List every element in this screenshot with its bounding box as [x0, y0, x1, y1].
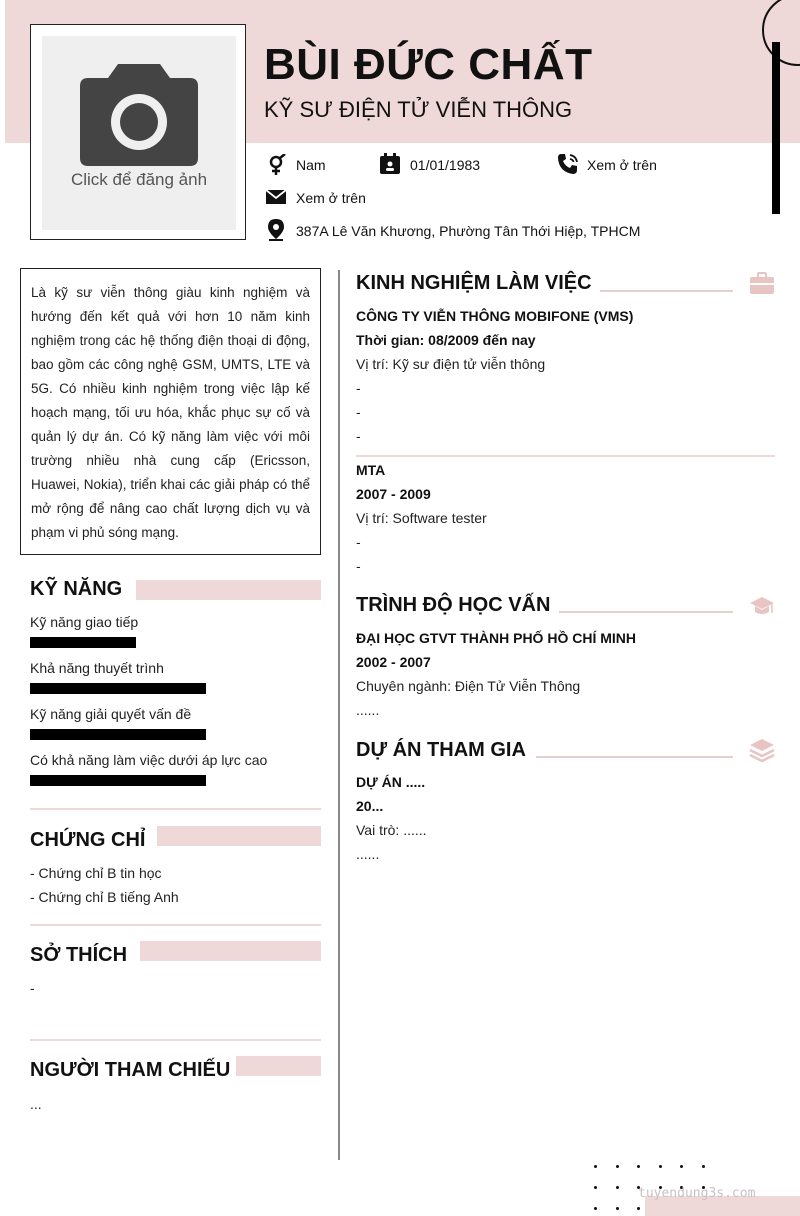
skill-label: Kỹ năng giao tiếp [30, 614, 139, 630]
education-period: 2002 - 2007 [356, 654, 431, 670]
decorative-dot [616, 1186, 619, 1189]
references-title-bar [236, 1056, 321, 1076]
decorative-dot [594, 1165, 597, 1168]
certificate-item: - Chứng chỉ B tiếng Anh [30, 889, 179, 905]
gender-icon [265, 154, 287, 176]
calendar-icon [379, 153, 401, 175]
project-note: ...... [356, 846, 380, 862]
job-period: 2007 - 2009 [356, 486, 431, 502]
location-pin-icon [265, 219, 287, 241]
phone-icon [557, 153, 579, 175]
project-year: 20... [356, 798, 384, 814]
section-divider [30, 924, 321, 926]
watermark-text: tuyendung3s.com [638, 1186, 756, 1201]
skill-level-bar [30, 683, 206, 694]
project-role: Vai trò: ...... [356, 822, 427, 838]
certificates-title: CHỨNG CHỈ [30, 829, 146, 851]
decorative-dot [616, 1207, 619, 1210]
job-divider [356, 455, 775, 457]
layers-icon [749, 737, 775, 763]
address-value: 387A Lê Văn Khương, Phường Tân Thới Hiệp, TPHCM [296, 223, 641, 239]
summary-box [20, 268, 321, 555]
job-bullet: - [356, 428, 361, 444]
skill-level-bar [30, 637, 136, 648]
projects-title-line [536, 756, 733, 758]
decorative-dot [702, 1165, 705, 1168]
education-note: ...... [356, 702, 380, 718]
briefcase-icon [749, 271, 775, 297]
job-company: CÔNG TY VIỄN THÔNG MOBIFONE (VMS) [356, 308, 634, 324]
skills-title-bar [136, 580, 321, 600]
job-bullet: - [356, 404, 361, 420]
project-name: DỰ ÁN ..... [356, 774, 426, 790]
camera-icon [80, 64, 198, 166]
hobbies-title: SỞ THÍCH [30, 944, 128, 966]
graduation-cap-icon [749, 594, 775, 620]
email-value: Xem ở trên [296, 190, 366, 206]
photo-placeholder-text: Click để đăng ảnh [70, 170, 208, 189]
candidate-name: BÙI ĐỨC CHẤT [264, 40, 593, 89]
skill-level-bar [30, 729, 206, 740]
job-position: Vị trí: Software tester [356, 510, 487, 526]
reference-item: ... [30, 1096, 42, 1112]
decorative-dot [659, 1165, 662, 1168]
summary-text: Là kỹ sư viễn thông giàu kinh nghiệm và hướng đến kết quả với hơn 10 năm kinh nghiệm trong các hệ thống điện thoại di động, bao gồm các công nghệ GSM, UMTS, LTE và 5G. Có nhiều kinh nghiệm trong việc lập kế hoạch mạng, tối ưu hóa, khắc phục sự cố và quản lý dự án. Có kỹ năng làm việc với môi trường nhiều nhà cung cấp (Ericsson, Huawei, Nokia), triển khai các giải pháp có thể mở rộng để nâng cao chất lượng dịch vụ và phạm vi phủ sóng mạng. [31, 285, 310, 540]
decorative-bar [772, 42, 780, 214]
column-divider [338, 270, 340, 1160]
decorative-dot [637, 1165, 640, 1168]
gender-value: Nam [296, 157, 326, 173]
job-title: KỸ SƯ ĐIỆN TỬ VIỄN THÔNG [264, 97, 573, 122]
job-bullet: - [356, 534, 361, 550]
education-major: Chuyên ngành: Điện Tử Viễn Thông [356, 678, 581, 694]
hobbies-title-bar [140, 941, 321, 961]
section-divider [30, 808, 321, 810]
experience-title: KINH NGHIỆM LÀM VIỆC [356, 272, 592, 294]
decorative-dot [680, 1165, 683, 1168]
job-company: MTA [356, 462, 386, 478]
email-icon [265, 186, 287, 208]
education-title-line [559, 611, 733, 613]
job-bullet: - [356, 380, 361, 396]
birthday-value: 01/01/1983 [410, 157, 481, 173]
phone-value: Xem ở trên [587, 157, 657, 173]
certificate-item: - Chứng chỉ B tin học [30, 865, 162, 881]
decorative-dot [616, 1165, 619, 1168]
certificates-title-bar [157, 826, 321, 846]
projects-title: DỰ ÁN THAM GIA [356, 739, 526, 761]
skill-label: Kỹ năng giải quyết vấn đề [30, 706, 192, 722]
job-position: Vị trí: Kỹ sư điện tử viễn thông [356, 356, 546, 372]
decorative-dot [594, 1207, 597, 1210]
education-title: TRÌNH ĐỘ HỌC VẤN [356, 594, 551, 616]
education-school: ĐẠI HỌC GTVT THÀNH PHỐ HỒ CHÍ MINH [356, 630, 636, 646]
skill-label: Có khả năng làm việc dưới áp lực cao [30, 752, 268, 768]
references-title: NGƯỜI THAM CHIẾU [30, 1059, 231, 1081]
job-period: Thời gian: 08/2009 đến nay [356, 332, 536, 348]
skill-level-bar [30, 775, 206, 786]
job-bullet: - [356, 558, 361, 574]
hobby-item: - [30, 980, 35, 996]
decorative-dot [637, 1207, 640, 1210]
decorative-dot [594, 1186, 597, 1189]
skills-title: KỸ NĂNG [30, 578, 123, 600]
section-divider [30, 1039, 321, 1041]
skill-label: Khả năng thuyết trình [30, 660, 164, 676]
experience-title-line [600, 290, 733, 292]
